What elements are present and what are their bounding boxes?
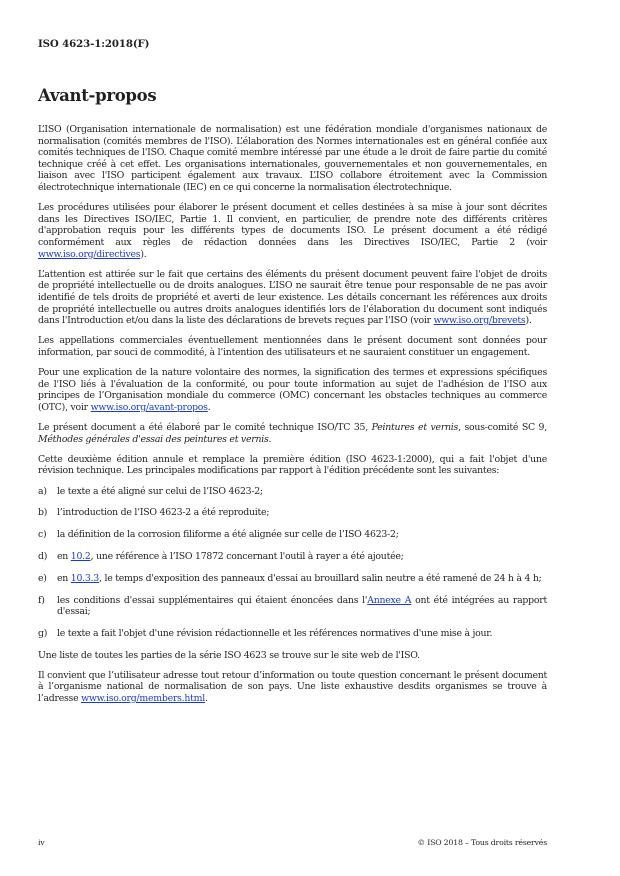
link-annex-a[interactable]: Annexe A [367,594,412,606]
paragraph-committee [38,422,547,445]
list-item [38,628,547,640]
list-label: b) [38,507,48,519]
list-label: g) [38,627,48,639]
foreword-body [38,124,547,713]
link-members[interactable]: www.iso.org/members.html [81,693,206,705]
list-item [38,486,547,498]
paragraph-edition: Cette deuxième édition annule et remplace la première édition (ISO 4623-1:2000), qui a fait l'objet d'une révision technique. Les principales modifications par rapport à l'édition précédente sont les suivantes: [38,453,547,477]
paragraph-text: ). [525,315,532,327]
list-text [57,573,547,585]
link-clause-10-2[interactable]: 10.2 [70,550,91,562]
changes-list [38,486,547,640]
list-text: l’introduction de l’ISO 4623-2 a été reproduite; [57,507,270,519]
list-item [38,507,547,519]
list-text-part: les conditions d'essai supplémentaires qui étaient énoncées dans l' [57,594,368,606]
list-text [57,551,547,563]
link-brevets[interactable]: www.iso.org/brevets [433,315,526,327]
paragraph-text: Les procédures utilisées pour élaborer le présent document et celles destinées à sa mise à jour sont décrites dans les Directives ISO/IEC, Partie 1. Il convient, en particulier, de prendre note des différents critères d'approbation requis pour les différents types de documents ISO. Le présent document a été rédigé conformément aux règles de rédaction données dans les Directives ISO/IEC, Partie 2 (voir [38,202,547,248]
link-clause-10-3-3[interactable]: 10.3.3 [70,572,100,584]
list-item [38,551,547,563]
paragraph-text: Il convient que l’utilisateur adresse tout retour d’information ou toute question concernant le présent document à l’organisme national de normalisation de son pays. Une liste exhaustive desdits organismes se trouve à l’adresse [38,669,547,705]
list-text-part: , une référence à l’ISO 17872 concernant l'outil à rayer a été ajoutée; [90,550,404,562]
list-label: c) [38,529,47,541]
list-label: a) [38,485,47,497]
list-text [57,595,547,618]
list-text-part: en [57,550,71,562]
committee-name: Peintures et vernis [371,422,459,434]
page-number: iv [38,838,45,847]
paragraph-text: . [205,693,208,705]
paragraph-trade-names: Les appellations commerciales éventuellement mentionnées dans le présent document sont données pour information, par souci de commodité, à l’intention des utilisateurs et ne sauraient constituer un engagement. [38,335,547,358]
paragraph-text: L’attention est attirée sur le fait que certains des éléments du présent document peuvent faire l'objet de droits de propriété intellectuelle ou de droits analogues. L’ISO ne saurait être tenue pour responsable de ne pas avoir identifié de tels droits de propriété et averti de leur existence. Les détails concernant les références aux droits de propriété intellectuelle ou autres droits analogues identifiés lors de l'élaboration du document sont indiqués dans l'Introduction et/ou dans la liste des déclarations de brevets reçues par l'ISO (voir [38,268,547,327]
list-text-part: , le temps d'exposition des panneaux d'essai au brouillard salin neutre a été ramené de 24 h à 4 h; [99,572,542,584]
list-label: f) [38,594,45,606]
paragraph-iso-intro: L’ISO (Organisation internationale de normalisation) est une fédération mondiale d'organismes nationaux de normalisation (comités membres de l'ISO). L’élaboration des Normes internationales est en général confiée aux comités techniques de l'ISO. Chaque comité membre intéressé par une étude a le droit de faire partie du comité technique créé à cet effet. Les organisations internationales, gouvernementales et non gouvernementales, en liaison avec l'ISO participent également aux travaux. L’ISO collabore étroitement avec la Commission électrotechnique internationale (IEC) en ce qui concerne la normalisation électrotechnique. [38,124,547,193]
copyright-notice: © ISO 2018 – Tous droits réservés [417,838,547,847]
paragraph-series-list: Une liste de toutes les parties de la série ISO 4623 se trouve sur le site web de l'ISO. [38,649,420,661]
subcommittee-name: Méthodes générales d'essai des peintures et vernis [38,433,269,445]
list-label: e) [38,572,47,584]
list-text-part: en [57,572,71,584]
link-avant-propos[interactable]: www.iso.org/avant-propos [90,401,208,413]
paragraph-text: ). [140,248,147,260]
link-directives[interactable]: www.iso.org/directives [38,248,141,260]
list-text: le texte a fait l'objet d'une révision rédactionnelle et les références normatives d'une mise à jour. [57,627,493,639]
list-item [38,529,547,541]
paragraph-text: . [207,401,211,413]
document-identifier: ISO 4623-1:2018(F) [38,38,150,50]
paragraph-feedback [38,670,547,705]
paragraph-patents [38,269,547,327]
paragraph-text: , sous-comité SC 9, [458,422,547,434]
list-text: la définition de la corrosion filiforme a été alignée sur celle de l’ISO 4623-2; [57,529,399,541]
list-text: le texte a été aligné sur celui de l’ISO 4623-2; [57,485,263,497]
list-label: d) [38,550,48,562]
paragraph-text: . [268,433,272,445]
list-item [38,573,547,585]
list-text-part: ont été intégrées au rapport d'essai; [57,594,547,618]
section-title: Avant-propos [38,86,157,105]
paragraph-procedures [38,202,547,260]
paragraph-text: Le présent document a été élaboré par le comité technique ISO/TC 35, [38,422,372,434]
paragraph-text: Pour une explication de la nature volontaire des normes, la signification des termes et expressions spécifiques de l'ISO liés à l'évaluation de la conformité, ou pour toute information au sujet de l'adhésion de l'ISO aux principes de l’Organisation mondiale du commerce (OMC) concernant les obstacles techniques au commerce (OTC), voir [38,367,547,413]
list-item [38,595,547,618]
paragraph-voluntary-nature [38,367,547,413]
